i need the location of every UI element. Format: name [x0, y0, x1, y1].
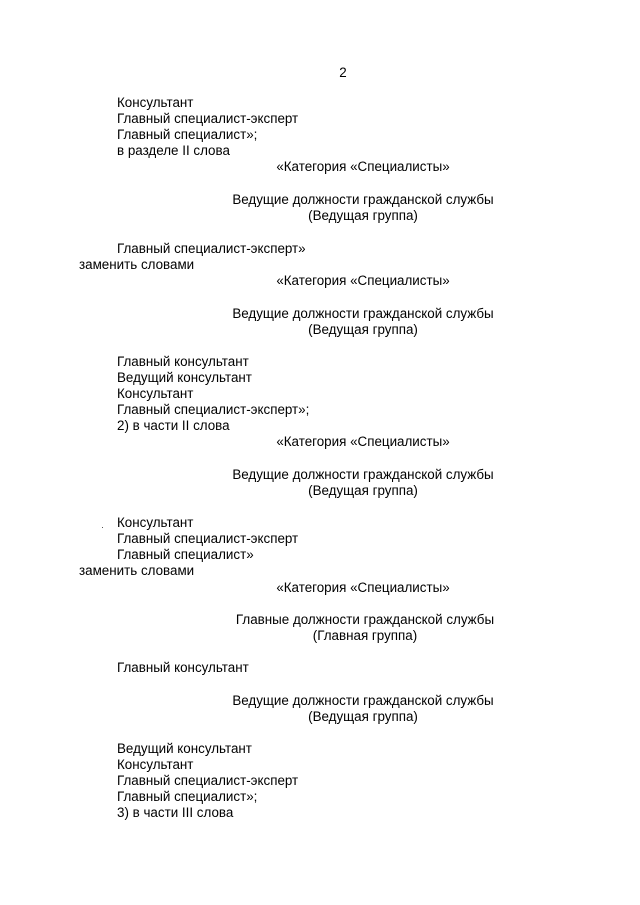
group-heading: Ведущие должности гражданской службы	[232, 693, 494, 708]
text-line: Главный специалист-эксперт	[117, 531, 299, 546]
text-line: заменить словами	[79, 563, 195, 578]
text-line: 3) в части III слова	[117, 805, 234, 820]
text-line: Главный консультант	[117, 660, 249, 675]
group-heading: Ведущие должности гражданской службы	[232, 192, 494, 207]
category-heading: «Категория «Специалисты»	[276, 273, 450, 288]
text-line: Консультант	[117, 386, 194, 401]
text-line: Главный специалист-эксперт	[117, 111, 299, 126]
group-heading: Ведущие должности гражданской службы	[232, 306, 494, 321]
text-line: в разделе II слова	[117, 143, 230, 158]
text-line: Главный специалист»;	[117, 127, 258, 142]
text-line: Главный специалист-эксперт»;	[117, 402, 310, 417]
text-line: 2) в части II слова	[117, 418, 230, 433]
text-line: Консультант	[117, 515, 194, 530]
group-subheading: (Ведущая группа)	[308, 208, 418, 223]
text-line: Главный специалист»	[117, 547, 254, 562]
text-line: Главный специалист»;	[117, 789, 258, 804]
group-subheading: (Ведущая группа)	[308, 709, 418, 724]
text-line: Консультант	[117, 757, 194, 772]
text-line: Главный специалист-эксперт»	[117, 241, 306, 256]
group-subheading: (Ведущая группа)	[308, 483, 418, 498]
text-line: Ведущий консультант	[117, 370, 252, 385]
group-subheading: (Ведущая группа)	[308, 322, 418, 337]
text-line: Ведущий консультант	[117, 741, 252, 756]
text-line: Консультант	[117, 95, 194, 110]
category-heading: «Категория «Специалисты»	[276, 434, 450, 449]
page-number: 2	[339, 65, 347, 80]
text-line: Главный специалист-эксперт	[117, 773, 299, 788]
group-subheading: (Главная группа)	[312, 628, 418, 643]
text-line: Главный консультант	[117, 354, 249, 369]
category-heading: «Категория «Специалисты»	[276, 580, 450, 595]
stray-mark	[102, 527, 103, 528]
group-heading: Главные должности гражданской службы	[235, 612, 495, 627]
group-heading: Ведущие должности гражданской службы	[232, 467, 494, 482]
category-heading: «Категория «Специалисты»	[276, 159, 450, 174]
text-line: заменить словами	[79, 257, 195, 272]
